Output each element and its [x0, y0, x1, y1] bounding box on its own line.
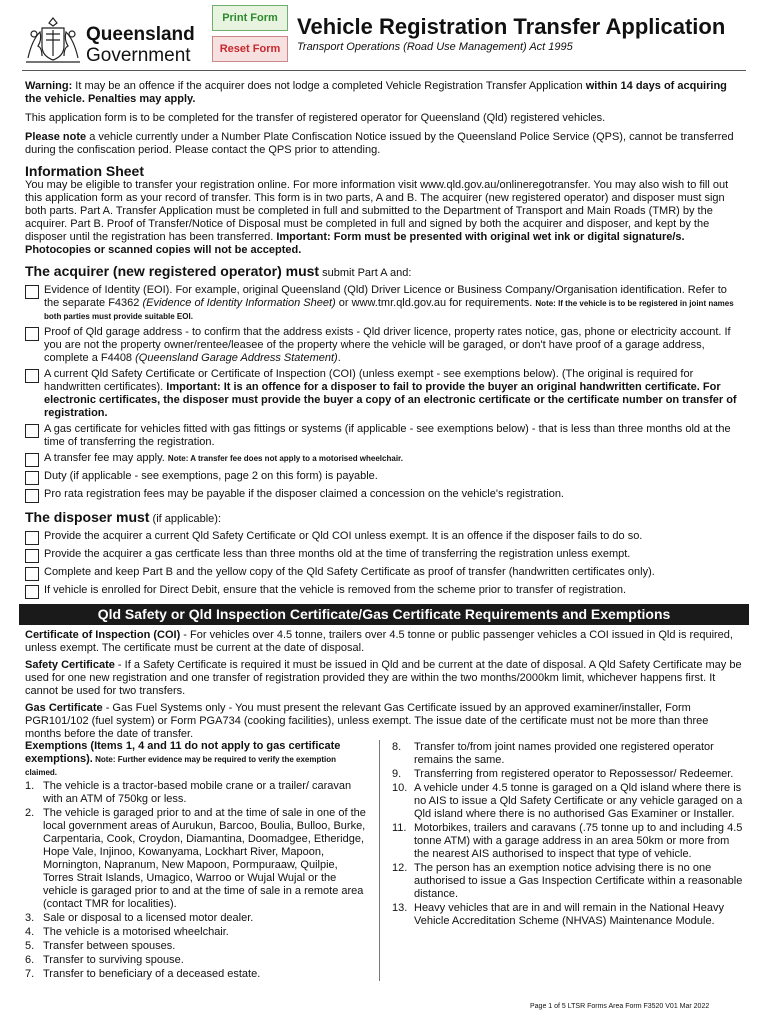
item-text: A gas certificate for vehicles fitted with gas fittings or systems (if applicable - see exemptions below) - that is less than three months old at the time of transferring the registration.: [44, 423, 731, 448]
item-italic: (Evidence of Identity Information Sheet): [142, 297, 336, 309]
exemptions-section: [25, 740, 743, 981]
exemption-item: [25, 926, 369, 939]
exemptions-list-left: [25, 780, 369, 981]
exemption-item: [392, 741, 743, 767]
item-text-end: or www.tmr.qld.gov.au for requirements.: [335, 297, 536, 309]
exemptions-list-right: [392, 741, 743, 928]
item-text: A current Qld Safety Certificate or Certificate of Inspection (COI) (unless exempt - see exemptions below). (The original is required for handwritten certificates).: [44, 368, 694, 393]
acquirer-item: [25, 368, 743, 420]
exemption-item: [392, 862, 743, 901]
page-footer: Page 1 of 5 LTSR Forms Area Form F3520 V01 Mar 2022: [530, 1003, 710, 1010]
certificate-paragraph: [25, 702, 743, 741]
warning-label: Warning:: [25, 80, 73, 92]
acquirer-item-text: [44, 368, 743, 420]
print-form-button[interactable]: Print Form: [212, 5, 288, 31]
item-important: Important: It is an offence for a disposer to fail to provide the buyer an original handwritten certificate. For electronic certificates, the disposer must provide the buyer a copy of an electronic certificate or the certificate number on transfer of registration.: [44, 381, 737, 419]
header-divider: [22, 70, 746, 71]
acquirer-item: [25, 488, 743, 503]
acquirer-item: [25, 452, 743, 467]
disposer-item-text: Provide the acquirer a current Qld Safety Certificate or Qld COI unless exempt. It is an offence if the disposer fails to do so.: [44, 530, 643, 542]
acquirer-checklist: [25, 284, 743, 503]
disposer-item: [25, 566, 743, 581]
exemption-item: [25, 912, 369, 925]
exemption-text: The vehicle is garaged prior to and at the time of sale in one of the local government areas of Aurukun, Barcoo, Boulia, Bulloo, Burke, Carpentaria, Cook, Croydon, Diamantina, Doomadgee, Etheridge, Hope Vale, Injinoo, Kowanyama, Lockhart River, Mapoon, Mornington, Napranum, New Mapoon, Pormpuraaw, Quilpie, Torres Strait Islands, Umagico, Warroo or Wujal Wujal or the vehicle is garaged prior to and at the time of sale in a remote area (contact TMR for localities).: [43, 807, 366, 910]
info-text: You may be eligible to transfer your registration online. For more information visit www.qld.gov.au/onlineregotransfer. You may also wish to fill out this application form as your record of transfer. This form is in two parts, A and B. The acquirer (new registered operator) and disposer must sign both parts. Part A. Transfer Application must be completed in full and submitted to the Department of Transport and Main Roads (TMR) by the acquirer. Part B. Proof of Transfer/Notice of Disposal must be completed in full and signed by both the acquirer and disposer, and kept by the disposer until the registration has been transferred.: [25, 179, 729, 243]
exemption-number: 7.: [25, 968, 35, 980]
acquirer-item-text: [44, 452, 743, 465]
exemption-item: [25, 940, 369, 953]
certificate-paragraph: [25, 659, 743, 698]
checkbox[interactable]: [25, 549, 39, 563]
exemptions-left-column: [25, 740, 380, 981]
disposer-item: [25, 584, 743, 599]
exemption-item: [392, 768, 743, 781]
item-note: Note: If the vehicle is to be registered in joint names both parties must provide suitable EOI.: [44, 299, 734, 321]
exemption-number: 9.: [392, 768, 402, 780]
acquirer-item-text: [44, 470, 743, 483]
item-text: A transfer fee may apply.: [44, 452, 168, 464]
acquirer-item: [25, 284, 743, 323]
queensland-government-logo: [86, 24, 195, 66]
exemption-text: The person has an exemption notice advising there is no one authorised to issue a Gas Inspection Certificate within a reasonable distance.: [414, 862, 743, 900]
certificate-label: Safety Certificate: [25, 659, 115, 671]
certificate-label: Certificate of Inspection (COI): [25, 629, 181, 641]
acquirer-heading-small: submit Part A and:: [319, 267, 412, 279]
item-text: Evidence of Identity (EOI). For example, original Queensland (Qld) Driver Licence or Business Company/Organisation identification. Refer to the separate F4362: [44, 284, 727, 309]
exemption-number: 13.: [392, 902, 408, 914]
item-text-end: .: [337, 352, 341, 364]
exemption-text: Transferring from registered operator to Repossessor/ Redeemer.: [414, 768, 734, 780]
exemption-item: [392, 822, 743, 861]
exemption-number: 4.: [25, 926, 35, 938]
exemption-item: [25, 968, 369, 981]
queensland-crest-icon: [22, 14, 84, 66]
exemption-text: Heavy vehicles that are in and will remain in the National Heavy Vehicle Accreditation Scheme (NHVAS) Maintenance Module.: [414, 902, 724, 927]
certificate-label: Gas Certificate: [25, 702, 103, 714]
item-italic: (Queensland Garage Address Statement): [135, 352, 338, 364]
exemption-number: 1.: [25, 780, 35, 792]
acquirer-item-text: [44, 488, 743, 501]
exemption-text: Sale or disposal to a licensed motor dealer.: [43, 912, 254, 924]
page-subtitle: Transport Operations (Road Use Management) Act 1995: [297, 41, 573, 53]
note-label: Please note: [25, 131, 87, 143]
exemptions-right-column: [380, 740, 743, 981]
note-paragraph: [25, 131, 743, 157]
exemption-text: The vehicle is a tractor-based mobile crane or a trailer/ caravan with an ATM of 750kg or less.: [43, 780, 352, 805]
acquirer-item-text: [44, 326, 743, 365]
exemption-number: 6.: [25, 954, 35, 966]
exemption-item: [25, 954, 369, 967]
item-text: Duty (if applicable - see exemptions, page 2 on this form) is payable.: [44, 470, 378, 482]
certificate-text: - If a Safety Certificate is required it must be issued in Qld and be current at the date of disposal. A Qld Safety Certificate may be used for one new registration and one transfer of registration provided they are within the two months/2000km limit, whichever happens first. It cannot be used for two transfers.: [25, 659, 742, 697]
exemptions-heading: Exemptions (Items 1, 4 and 11 do not apply to gas certificate exemptions).: [25, 740, 341, 765]
requirements-banner: Qld Safety or Qld Inspection Certificate/Gas Certificate Requirements and Exemptions: [19, 604, 749, 625]
checkbox[interactable]: [25, 327, 39, 341]
exemption-text: Transfer to surviving spouse.: [43, 954, 184, 966]
certificate-text: - Gas Fuel Systems only - You must present the relevant Gas Certificate issued by an approved examiner/installer, Form PGR101/102 (fuel system) or Form PGA734 (cooking facilities), unless exempt. The issue date of the certificate must not be more than three months before the date of transfer.: [25, 702, 709, 740]
disposer-heading-small: (if applicable):: [149, 513, 222, 525]
disposer-item-text: If vehicle is enrolled for Direct Debit, ensure that the vehicle is removed from the scheme prior to transfer of registration.: [44, 584, 627, 596]
exemption-text: Transfer between spouses.: [43, 940, 176, 952]
certificate-requirements: [25, 629, 743, 741]
intro-paragraph: This application form is to be completed for the transfer of registered operator for Queensland (Qld) registered vehicles.: [25, 112, 606, 124]
acquirer-item: [25, 423, 743, 449]
exemption-text: A vehicle under 4.5 tonne is garaged on a Qld island where there is no AIS to issue a Qld Safety Certificate or any vehicle garaged on a Qld island where there is no authorised Gas Examiner or Installer.: [414, 782, 743, 820]
disposer-item-text: Complete and keep Part B and the yellow copy of the Qld Safety Certificate as proof of transfer (handwritten certificates only).: [44, 566, 655, 578]
checkbox[interactable]: [25, 369, 39, 383]
checkbox[interactable]: [25, 531, 39, 545]
disposer-item: [25, 548, 743, 563]
exemption-number: 5.: [25, 940, 35, 952]
certificate-paragraph: [25, 629, 743, 655]
exemption-number: 3.: [25, 912, 35, 924]
item-note: Note: A transfer fee does not apply to a motorised wheelchair.: [167, 454, 403, 463]
exemptions-heading-paragraph: [25, 740, 369, 779]
exemption-item: [25, 780, 369, 806]
disposer-checklist: [25, 530, 743, 599]
checkbox[interactable]: [25, 585, 39, 599]
exemption-text: Motorbikes, trailers and caravans (.75 tonne up to and including 4.5 tonne ATM) with a garage address in an area 50km or more from the nearest AIS authorised to inspect that type of vehicle.: [414, 822, 743, 860]
exemption-number: 11.: [392, 822, 407, 834]
exemption-text: Transfer to/from joint names provided one registered operator remains the same.: [414, 741, 714, 766]
item-text: Pro rata registration fees may be payable if the disposer claimed a concession on the vehicle's registration.: [44, 488, 564, 500]
exemption-item: [392, 902, 743, 928]
acquirer-item-text: [44, 423, 743, 449]
exemption-number: 10.: [392, 782, 408, 794]
warning-bold: within 14 days of acquiring the vehicle. Penalties may apply.: [25, 80, 727, 105]
checkbox[interactable]: [25, 453, 39, 467]
info-heading: Information Sheet: [25, 163, 145, 179]
item-text: Proof of Qld garage address - to confirm that the address exists - Qld driver licence, property rates notice, gas, phone or electricity account. If you are not the property owner/rentee/leasee of the property where the vehicle will be garaged, or don't have proof of a garage address, complete a F4408: [44, 326, 731, 364]
acquirer-item-text: [44, 284, 743, 323]
checkbox[interactable]: [25, 424, 39, 438]
acquirer-heading-text: The acquirer (new registered operator) must: [25, 263, 320, 279]
exemption-text: The vehicle is a motorised wheelchair.: [43, 926, 229, 938]
info-important: Important: Form must be presented with original wet ink or digital signature/s. Photocopies or scanned copies will not be accepted.: [25, 231, 685, 256]
checkbox[interactable]: [25, 489, 39, 503]
logo-line-2: Government: [86, 45, 191, 66]
warning-paragraph: [25, 80, 743, 106]
warning-text: It may be an offence if the acquirer does not lodge a completed Vehicle Registration Transfer Application: [72, 80, 586, 92]
exemption-number: 2.: [25, 807, 35, 819]
acquirer-heading: [25, 263, 743, 281]
reset-form-button[interactable]: Reset Form: [212, 36, 288, 62]
disposer-item: [25, 530, 743, 545]
checkbox[interactable]: [25, 285, 39, 299]
disposer-heading: [25, 509, 743, 527]
exemption-number: 8.: [392, 741, 402, 753]
exemption-item: [25, 807, 369, 911]
info-paragraph: [25, 179, 743, 257]
note-text: a vehicle currently under a Number Plate Confiscation Notice issued by the Queensland Police Service (QPS), cannot be transferred during the confiscation period. Please contact the QPS prior to attending.: [25, 131, 734, 156]
checkbox[interactable]: [25, 567, 39, 581]
page-title: Vehicle Registration Transfer Application: [297, 14, 726, 39]
certificate-text: - For vehicles over 4.5 tonne, trailers over 4.5 tonne or public passenger vehicles a COI issued in Qld is required, unless exempt. The certificate must be current at the date of disposal.: [25, 629, 733, 654]
logo-line-1: Queensland: [86, 24, 195, 45]
exemption-item: [392, 782, 743, 821]
acquirer-item: [25, 470, 743, 485]
disposer-item-text: Provide the acquirer a gas certficate less than three months old at the time of transferring the registration unless exempt.: [44, 548, 631, 560]
exemption-number: 12.: [392, 862, 408, 874]
exemptions-note: Note: Further evidence may be required to verify the exemption claimed.: [25, 755, 337, 777]
disposer-heading-text: The disposer must: [25, 509, 150, 525]
exemption-text: Transfer to beneficiary of a deceased estate.: [43, 968, 261, 980]
checkbox[interactable]: [25, 471, 39, 485]
main-content: [25, 80, 743, 745]
acquirer-item: [25, 326, 743, 365]
